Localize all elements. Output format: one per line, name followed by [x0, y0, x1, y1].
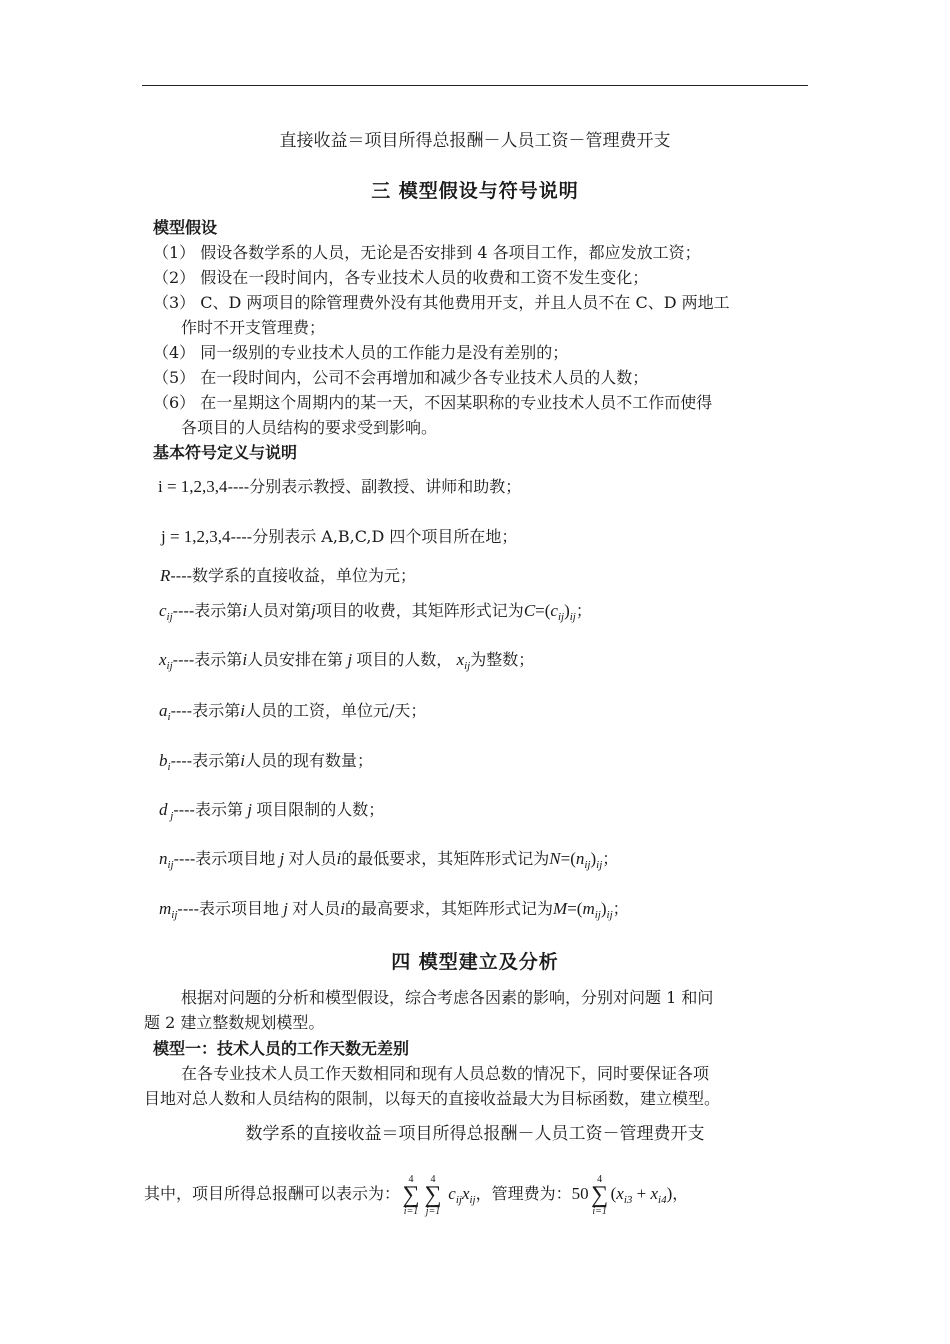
section-4-para-1: 根据对问题的分析和模型假设，综合考虑各因素的影响，分别对问题 1 和问	[181, 988, 714, 1007]
top-formula: 直接收益＝项目所得总报酬－人员工资－管理费开支	[279, 131, 671, 151]
assumptions-heading: 模型假设	[153, 218, 218, 237]
assumption-5: （5） 在一段时间内，公司不会再增加和减少各专业技术人员的人数；	[153, 368, 649, 387]
symbol-j	[161, 527, 517, 547]
symbol-R-desc: ----数学系的直接收益，单位为元；	[170, 566, 417, 585]
symbol-m: $m_{ij}----$表示项目地 j 对人员i的最高要求，其矩阵形式记为$M=(m_{ij})_{ij}$；	[159, 899, 629, 921]
symbol-a: $a_i----$表示第i人员的工资，单位元/天；	[159, 701, 427, 723]
matrix-C: C	[523, 601, 536, 620]
symbol-i	[158, 477, 521, 497]
assumption-2: （2） 假设在一段时间内，各专业技术人员的收费和工资不发生变化；	[153, 268, 649, 287]
symbol-i-expr: i = 1,2,3,4	[158, 477, 228, 496]
assumption-6-cont: 各项目的人员结构的要求受到影响。	[181, 418, 438, 437]
symbol-n: $n_{ij}----$表示项目地 j 对人员i的最低要求，其矩阵形式记为$N=(n_{ij})_{ij}$；	[159, 849, 619, 871]
sum-j: 4 ∑ j=1	[424, 1173, 442, 1217]
sum-i-management: 4 ∑ i=1	[591, 1173, 609, 1217]
symbol-c: $c_{ij}----$表示第i人员对第j项目的收费，其矩阵形式记为$C=(c_{ij})_{ij}$；	[159, 601, 592, 623]
matrix-N: N	[549, 849, 561, 868]
section-4-para-2: 题 2 建立整数规划模型。	[144, 1013, 325, 1032]
symbols-heading: 基本符号定义与说明	[153, 443, 298, 462]
model-1-formula: 数学系的直接收益＝项目所得总报酬－人员工资－管理费开支	[245, 1124, 705, 1144]
symbol-i-desc: ----分别表示教授、副教授、讲师和助教；	[227, 477, 522, 496]
section-3-title: 三 模型假设与符号说明	[371, 180, 579, 202]
model-1-heading: 模型一：技术人员的工作天数无差别	[153, 1039, 410, 1058]
matrix-M: M	[553, 899, 568, 918]
symbol-R-var: R	[160, 566, 171, 585]
assumption-3-cont: 作时不开支管理费；	[181, 318, 326, 337]
symbol-R	[160, 566, 416, 586]
sum-i: 4 ∑ i=1	[402, 1173, 420, 1217]
symbol-j-desc: ----分别表示 A,B,C,D 四个项目所在地；	[230, 527, 518, 546]
section-4-title: 四 模型建立及分析	[391, 951, 559, 973]
symbol-j-expr: j = 1,2,3,4	[161, 527, 231, 546]
assumption-3: （3） C、D 两项目的除管理费外没有其他费用开支，并且人员不在 C、D 两地工	[153, 293, 730, 312]
header-rule	[142, 85, 808, 86]
assumption-1: （1） 假设各数学系的人员，无论是否安排到 4 各项目工作，都应发放工资；	[153, 243, 701, 262]
assumption-4: （4） 同一级别的专业技术人员的工作能力是没有差别的；	[153, 343, 569, 362]
symbol-x: $x_{ij}----$表示第i人员安排在第 j 项目的人数， $x_{ij}$为整数；	[159, 650, 535, 672]
model-1-para-1: 在各专业技术人员工作天数相同和现有人员总数的情况下，同时要保证各项	[181, 1064, 710, 1083]
symbol-b: $b_i----$表示第i人员的现有数量；	[159, 751, 373, 773]
objective-expression: 其中，项目所得总报酬可以表示为： 4 ∑ i=1 4 ∑ j=1 $c_{ij}x_{ij}$，管理费为：50 4 ∑ i=1 $(x_{i3} + x_{i4})$，	[144, 1173, 689, 1217]
symbol-d: d $_j$----表示第 j 项目限制的人数；	[159, 800, 385, 822]
model-1-para-2: 目地对总人数和人员结构的限制，以每天的直接收益最大为目标函数，建立模型。	[144, 1089, 721, 1108]
assumption-6: （6） 在一星期这个周期内的某一天，不因某职称的专业技术人员不工作而使得	[153, 393, 713, 412]
